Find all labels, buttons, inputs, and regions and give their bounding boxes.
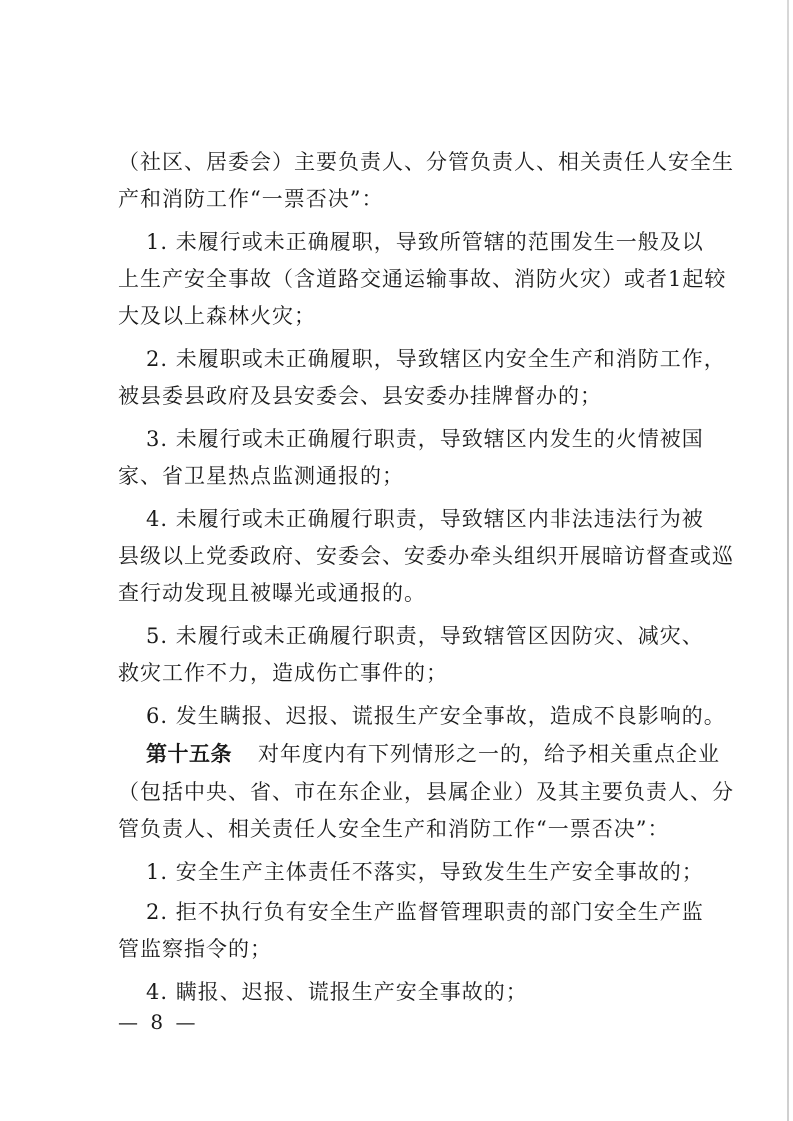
clause-4-line: 4. 未履行或未正确履行职责，导致辖区内非法违法行为被 xyxy=(146,507,704,531)
clause-5-line: 救灾工作不力，造成伤亡事件的； xyxy=(118,661,448,685)
paragraph-line: 产和消防工作“一票否决”： xyxy=(118,187,384,211)
clause-6-line: 6. 发生瞒报、迟报、谎报生产安全事故，造成不良影响的。 xyxy=(146,704,726,728)
article-15-item-2: 管监察指令的； xyxy=(118,937,272,961)
paragraph-line: （社区、居委会）主要负责人、分管负责人、相关责任人安全生 xyxy=(118,150,734,174)
clause-5-line: 5. 未履行或未正确履行职责，导致辖管区因防灾、减灾、 xyxy=(146,624,704,648)
article-15-item-1: 1. 安全生产主体责任不落实，导致发生生产安全事故的； xyxy=(146,860,704,884)
clause-4-line: 县级以上党委政府、安委会、安委办牵头组织开展暗访督查或巡 xyxy=(118,544,734,568)
clause-2-line: 被县委县政府及县安委会、县安委办挂牌督办的； xyxy=(118,384,602,408)
clause-1-line: 1. 未履行或未正确履职，导致所管辖的范围发生一般及以 xyxy=(146,230,704,254)
article-15-text: 对年度内有下列情形之一的，给予相关重点企业 xyxy=(258,742,720,766)
article-15-line: 管负责人、相关责任人安全生产和消防工作“一票否决”： xyxy=(118,817,670,841)
article-15-item-2: 2. 拒不执行负有安全生产监督管理职责的部门安全生产监 xyxy=(146,900,704,924)
article-15-line: （包括中央、省、市在东企业，县属企业）及其主要负责人、分 xyxy=(118,780,734,804)
article-15-heading: 第十五条 xyxy=(146,742,232,766)
clause-1-line: 大及以上森林火灾； xyxy=(118,304,316,328)
clause-3-line: 家、省卫星热点监测通报的； xyxy=(118,464,404,488)
page-number: — 8 — xyxy=(118,1010,199,1034)
clause-1-line: 上生产安全事故（含道路交通运输事故、消防火灾）或者1起较 xyxy=(118,267,727,291)
article-15-item-4: 4. 瞒报、迟报、谎报生产安全事故的； xyxy=(146,980,528,1004)
clause-3-line: 3. 未履行或未正确履行职责，导致辖区内发生的火情被国 xyxy=(146,427,704,451)
article-15-first-line xyxy=(146,740,720,768)
scan-edge xyxy=(787,0,789,1121)
clause-4-line: 查行动发现且被曝光或通报的。 xyxy=(118,581,426,605)
clause-2-line: 2. 未履职或未正确履职，导致辖区内安全生产和消防工作， xyxy=(146,347,726,371)
